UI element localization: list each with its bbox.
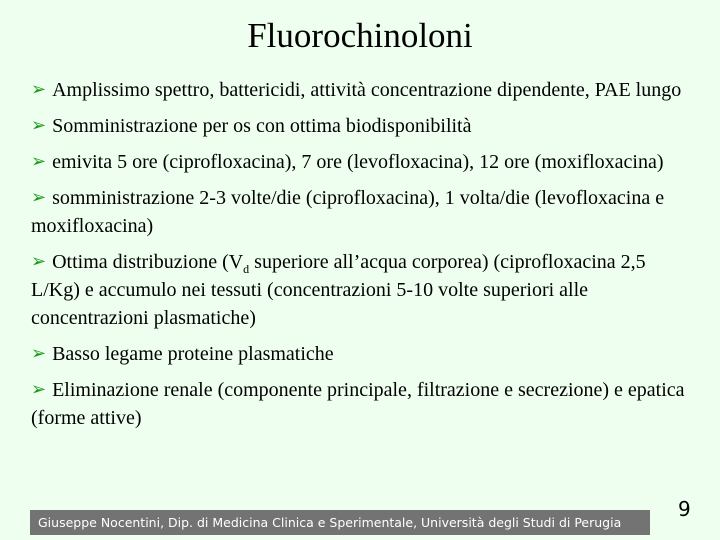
bullet-item bbox=[31, 76, 699, 104]
arrow-bullet-icon: ➢ bbox=[31, 251, 47, 272]
bullet-item bbox=[31, 184, 699, 240]
bullet-item bbox=[31, 248, 699, 332]
bullet-text-after-subscript: superiore all’acqua corporea) (ciprofloxacina 2,5 L/Kg) e accumulo nei tessuti (concentrazioni 5-10 volte superiori alle concentrazioni plasmatiche) bbox=[31, 251, 646, 329]
bullet-list bbox=[31, 76, 699, 440]
bullet-text: Amplissimo spettro, battericidi, attività concentrazione dipendente, PAE lungo bbox=[52, 79, 682, 101]
footer-credit: Giuseppe Nocentini, Dip. di Medicina Clinica e Sperimentale, Università degli Studi di Perugia bbox=[30, 510, 650, 535]
arrow-bullet-icon: ➢ bbox=[31, 379, 47, 400]
bullet-item bbox=[31, 112, 699, 140]
arrow-bullet-icon: ➢ bbox=[31, 343, 47, 364]
bullet-text: somministrazione 2-3 volte/die (ciprofloxacina), 1 volta/die (levofloxacina e moxifloxacina) bbox=[31, 187, 665, 237]
arrow-bullet-icon: ➢ bbox=[31, 151, 47, 172]
arrow-bullet-icon: ➢ bbox=[31, 187, 47, 208]
bullet-text-before-subscript: Ottima distribuzione (V bbox=[52, 251, 244, 273]
bullet-text: emivita 5 ore (ciprofloxacina), 7 ore (levofloxacina), 12 ore (moxifloxacina) bbox=[52, 151, 664, 173]
bullet-item bbox=[31, 340, 699, 368]
bullet-item bbox=[31, 376, 699, 432]
bullet-text: Somministrazione per os con ottima biodisponibilità bbox=[52, 115, 472, 137]
arrow-bullet-icon: ➢ bbox=[31, 115, 47, 136]
arrow-bullet-icon: ➢ bbox=[31, 79, 47, 100]
slide-title: Fluorochinoloni bbox=[247, 16, 473, 55]
bullet-text: Basso legame proteine plasmatiche bbox=[52, 343, 334, 365]
volume-subscript: d bbox=[243, 262, 250, 276]
page-number: 9 bbox=[678, 497, 691, 521]
bullet-item bbox=[31, 148, 699, 176]
bullet-text: Eliminazione renale (componente principale, filtrazione e secrezione) e epatica (forme attive) bbox=[31, 379, 685, 429]
